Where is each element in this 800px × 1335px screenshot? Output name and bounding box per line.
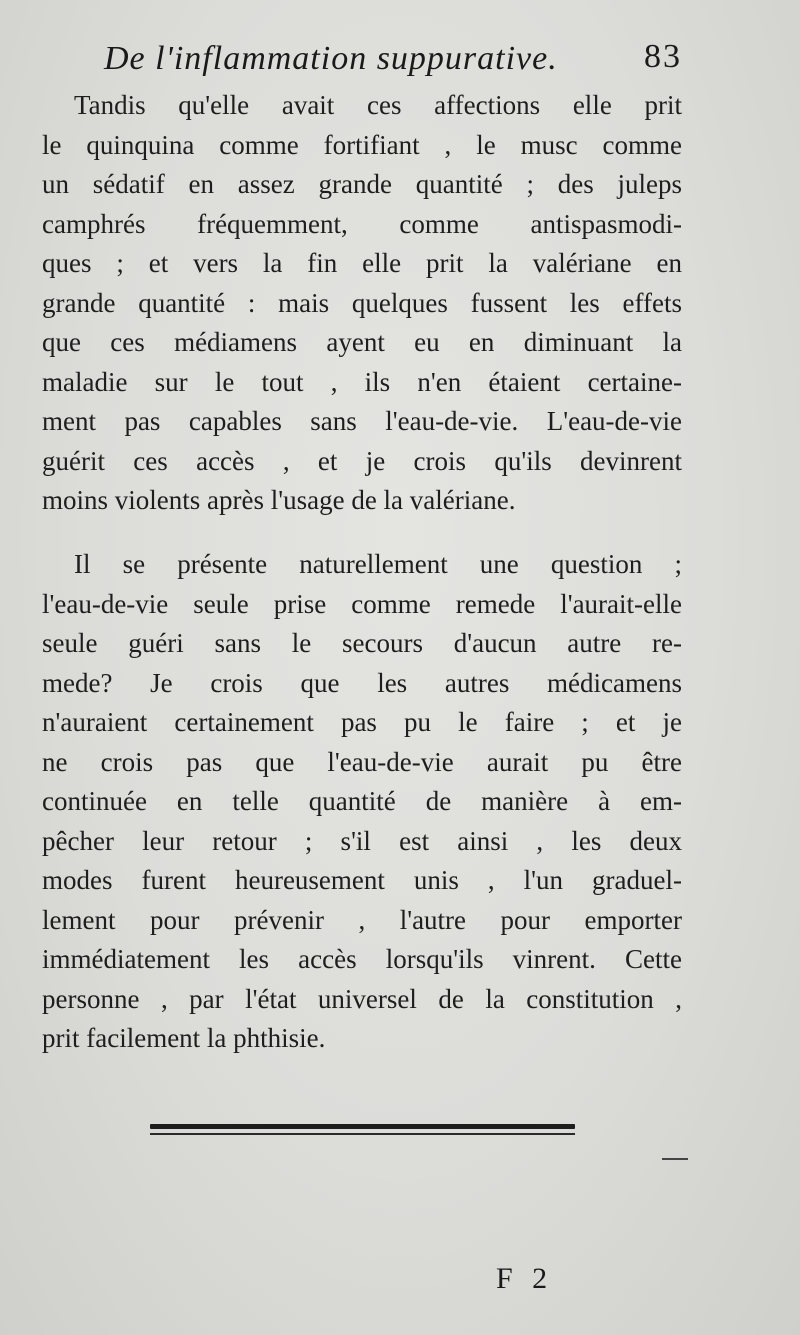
margin-mark [662, 1158, 688, 1160]
text-line: ment pas capables sans l'eau-de-vie. L'eau-de-vie [42, 406, 682, 436]
text-line: l'eau-de-vie seule prise comme remede l'aurait-elle [42, 588, 682, 619]
text-line: guérit ces accès , et je crois qu'ils devinrent [42, 445, 682, 476]
text-line: grande quantité : mais quelques fussent les effets [42, 287, 682, 318]
text-line: maladie sur le tout , ils n'en étaient certaine- [42, 366, 682, 397]
divider-thick-rule [150, 1124, 575, 1129]
text-line: continuée en telle quantité de manière à em- [42, 786, 682, 816]
text-line: personne , par l'état universel de la constitution , [42, 983, 682, 1014]
text-line: le quinquina comme fortifiant , le musc comme [42, 129, 682, 160]
gathering-signature: F 2 [496, 1262, 554, 1295]
text-line: pêcher leur retour ; s'il est ainsi , les deux [42, 825, 682, 856]
divider-thin-rule [150, 1133, 575, 1135]
text-line: ques ; et vers la fin elle prit la valériane en [42, 248, 682, 278]
text-line: lement pour prévenir , l'autre pour emporter [42, 904, 682, 935]
text-line: moins violents après l'usage de la valériane. [42, 485, 516, 515]
text-line: prit facilement la phthisie. [42, 1023, 326, 1053]
text-line: modes furent heureusement unis , l'un graduel- [42, 865, 682, 895]
running-head [100, 36, 690, 86]
text-line: immédiatement les accès lorsqu'ils vinrent. Cette [42, 944, 682, 974]
text-line: seule guéri sans le secours d'aucun autre re- [42, 628, 682, 658]
paragraph-1 [42, 86, 682, 521]
text-line: Tandis qu'elle avait ces affections elle prit [74, 90, 682, 120]
running-title: De l'inflammation suppurative. [104, 40, 558, 77]
text-line: n'auraient certainement pas pu le faire ; et je [42, 707, 682, 737]
page-number: 83 [644, 38, 682, 75]
text-line: ne crois pas que l'eau-de-vie aurait pu être [42, 746, 682, 777]
text-line: un sédatif en assez grande quantité ; des juleps [42, 169, 682, 199]
text-line: Il se présente naturellement une question ; [74, 549, 682, 579]
paragraph-2 [42, 545, 682, 1059]
text-line: camphrés fréquemment, comme antispasmodi- [42, 208, 682, 239]
section-divider [150, 1124, 575, 1135]
text-line: que ces médiamens ayent eu en diminuant la [42, 327, 682, 357]
text-line: mede? Je crois que les autres médicamens [42, 667, 682, 698]
